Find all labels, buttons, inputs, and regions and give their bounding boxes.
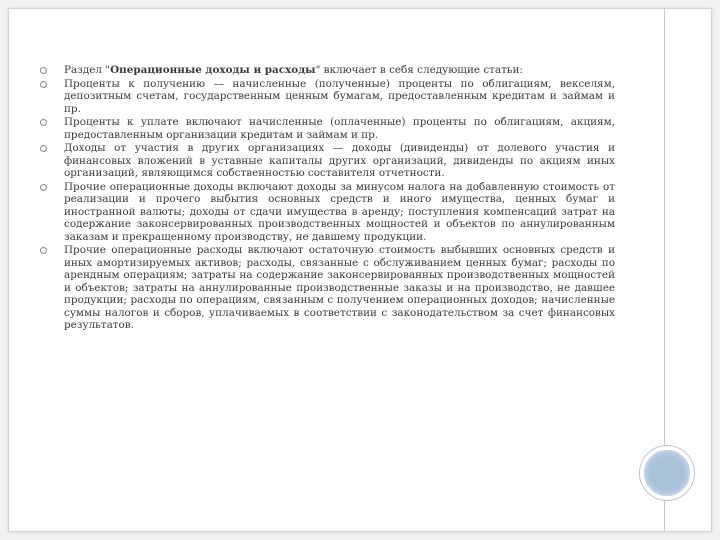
bullet-circle-icon <box>40 119 47 126</box>
list-item <box>40 142 615 180</box>
bullet-circle-icon <box>40 81 47 88</box>
item-text-suffix: " включает в себя следующие статьи: <box>315 64 523 76</box>
bullet-circle-icon <box>40 184 47 191</box>
bullet-list <box>40 64 615 333</box>
list-item <box>40 116 615 141</box>
item-text: Доходы от участия в других организациях — доходы (дивиденды) от долевого участия и финансовых вложений в уставные капиталы других организаций, дивиденды по акциям иных организаций, являющимся собственностью составителя отчетности. <box>64 142 615 179</box>
list-item <box>40 64 615 77</box>
decorative-circle-icon <box>640 446 694 500</box>
item-text: Проценты к получению — начисленные (полученные) проценты по облигациям, векселям, депозитным счетам, государственным ценным бумагам, предоставленным кредитам и займам и пр. <box>64 77 615 115</box>
list-item <box>40 78 615 116</box>
item-text: Прочие операционные доходы включают доходы за минусом налога на добавленную стоимость от реализации и прочего выбытия основных средств и иного имущества, ценных бумаг и иностранной валюты; доходы от сдачи имущества в аренду; поступления компенсаций затрат на содержание законсервированных производственных мощностей и объектов по аннулированным заказам и прекращенному производству, не давшему продукции. <box>64 180 615 243</box>
item-text-prefix: Раздел " <box>64 64 111 76</box>
list-item <box>40 244 615 332</box>
list-item <box>40 181 615 244</box>
item-text: Прочие операционные расходы включают остаточную стоимость выбывших основных средств и иных амортизируемых активов; расходы, связанные с обслуживанием ценных бумаг; расходы по арендным операциям; затраты на содержание законсервированных производственных мощностей и объектов; затраты на аннулированные производственные заказы и на производство, не давшее продукции; расходы по операциям, связанным с получением операционных доходов; начисленные суммы налогов и сборов, уплачиваемых в соответствии с законодательством за счет финансовых результатов. <box>64 244 615 331</box>
bullet-circle-icon <box>40 67 47 74</box>
item-text-bold: Операционные доходы и расходы <box>110 64 316 76</box>
bullet-circle-icon <box>40 247 47 254</box>
item-text: Проценты к уплате включают начисленные (оплаченные) проценты по облигациям, акциям, предоставленным организации кредитам и займам и пр. <box>64 116 615 141</box>
bullet-circle-icon <box>40 145 47 152</box>
